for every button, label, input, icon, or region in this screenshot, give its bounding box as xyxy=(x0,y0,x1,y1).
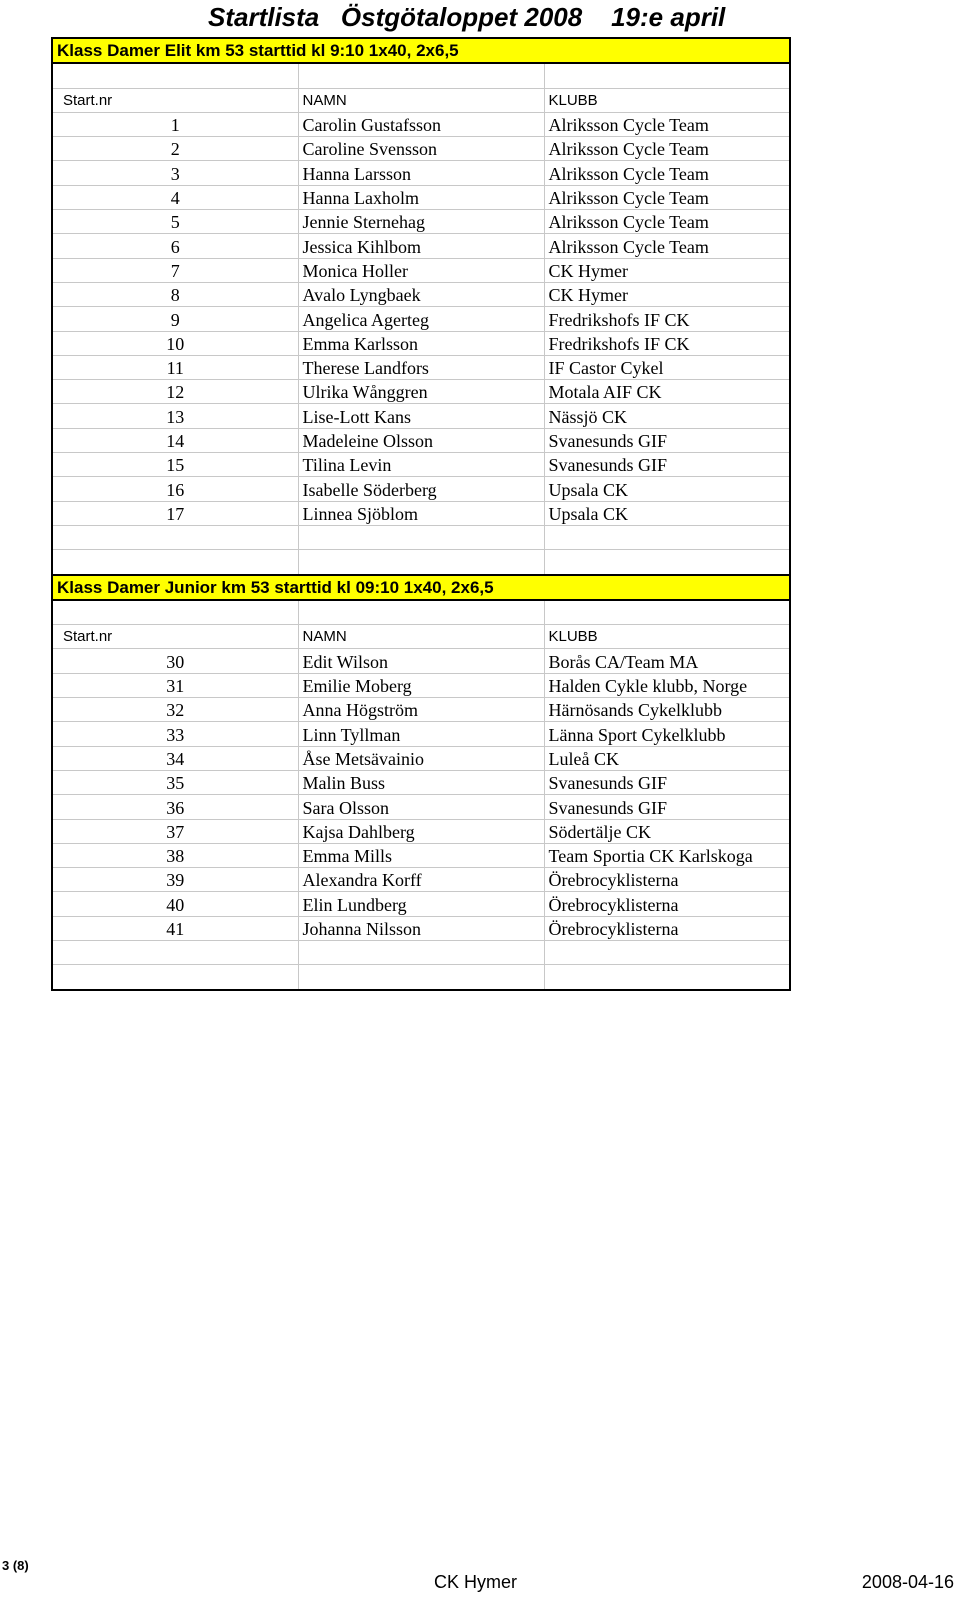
footer-page-number: 3 (8) xyxy=(2,1558,29,1573)
rider-name: Emma Karlsson xyxy=(298,331,544,355)
club-name: CK Hymer xyxy=(544,282,790,306)
club-name: Upsala CK xyxy=(544,501,790,525)
start-number: 38 xyxy=(52,843,298,867)
start-number: 2 xyxy=(52,137,298,161)
club-name: Svanesunds GIF xyxy=(544,453,790,477)
empty-cell xyxy=(298,965,544,990)
rider-name: Emilie Moberg xyxy=(298,673,544,697)
empty-cell xyxy=(544,63,790,88)
rider-name: Åse Metsävainio xyxy=(298,746,544,770)
rider-name: Malin Buss xyxy=(298,770,544,794)
empty-cell xyxy=(298,600,544,625)
club-name: Örebrocyklisterna xyxy=(544,892,790,916)
club-name: Alriksson Cycle Team xyxy=(544,137,790,161)
empty-row xyxy=(52,550,790,575)
class-heading: Klass Damer Junior km 53 starttid kl 09:10 1x40, 2x6,5 xyxy=(52,575,790,600)
start-number: 5 xyxy=(52,210,298,234)
rider-name: Madeleine Olsson xyxy=(298,428,544,452)
start-number: 17 xyxy=(52,501,298,525)
empty-cell xyxy=(298,940,544,964)
start-number: 16 xyxy=(52,477,298,501)
rider-name: Hanna Larsson xyxy=(298,161,544,185)
table-row xyxy=(52,161,790,185)
column-header-start-nr: Start.nr xyxy=(52,88,298,112)
table-row xyxy=(52,649,790,673)
empty-cell xyxy=(52,940,298,964)
club-name: Fredrikshofs IF CK xyxy=(544,331,790,355)
rider-name: Avalo Lyngbaek xyxy=(298,282,544,306)
column-header-club: KLUBB xyxy=(544,625,790,649)
table-row xyxy=(52,698,790,722)
table-row xyxy=(52,428,790,452)
empty-row xyxy=(52,965,790,990)
club-name: Örebrocyklisterna xyxy=(544,868,790,892)
rider-name: Caroline Svensson xyxy=(298,137,544,161)
table-row xyxy=(52,916,790,940)
start-number: 41 xyxy=(52,916,298,940)
rider-name: Monica Holler xyxy=(298,258,544,282)
rider-name: Kajsa Dahlberg xyxy=(298,819,544,843)
table-row xyxy=(52,795,790,819)
table-row xyxy=(52,137,790,161)
empty-cell xyxy=(544,940,790,964)
start-number: 35 xyxy=(52,770,298,794)
footer-date: 2008-04-16 xyxy=(861,1572,954,1592)
rider-name: Johanna Nilsson xyxy=(298,916,544,940)
rider-name: Lise-Lott Kans xyxy=(298,404,544,428)
table-row xyxy=(52,185,790,209)
start-number: 9 xyxy=(52,307,298,331)
table-row xyxy=(52,819,790,843)
column-header-row xyxy=(52,88,790,112)
start-number: 7 xyxy=(52,258,298,282)
start-number: 32 xyxy=(52,698,298,722)
rider-name: Sara Olsson xyxy=(298,795,544,819)
table-row xyxy=(52,501,790,525)
empty-cell xyxy=(52,525,298,549)
club-name: Upsala CK xyxy=(544,477,790,501)
start-number: 14 xyxy=(52,428,298,452)
start-number: 36 xyxy=(52,795,298,819)
empty-row xyxy=(52,525,790,549)
club-name: Alriksson Cycle Team xyxy=(544,234,790,258)
table-row xyxy=(52,282,790,306)
class-heading-row xyxy=(52,38,790,63)
table-row xyxy=(52,868,790,892)
club-name: Svanesunds GIF xyxy=(544,428,790,452)
start-number: 30 xyxy=(52,649,298,673)
class-heading-row xyxy=(52,575,790,600)
club-name: Halden Cykle klubb, Norge xyxy=(544,673,790,697)
club-name: Alriksson Cycle Team xyxy=(544,210,790,234)
empty-cell xyxy=(298,550,544,575)
start-list-table xyxy=(51,37,791,991)
start-number: 3 xyxy=(52,161,298,185)
club-name: Svanesunds GIF xyxy=(544,770,790,794)
club-name: Alriksson Cycle Team xyxy=(544,112,790,136)
rider-name: Emma Mills xyxy=(298,843,544,867)
table-row xyxy=(52,722,790,746)
empty-row xyxy=(52,600,790,625)
table-row xyxy=(52,673,790,697)
rider-name: Hanna Laxholm xyxy=(298,185,544,209)
table-row xyxy=(52,355,790,379)
table-row xyxy=(52,477,790,501)
table-row xyxy=(52,331,790,355)
table-row xyxy=(52,770,790,794)
start-number: 39 xyxy=(52,868,298,892)
club-name: Luleå CK xyxy=(544,746,790,770)
column-header-start-nr: Start.nr xyxy=(52,625,298,649)
start-number: 13 xyxy=(52,404,298,428)
column-header-row xyxy=(52,625,790,649)
table-row xyxy=(52,404,790,428)
club-name: Örebrocyklisterna xyxy=(544,916,790,940)
empty-cell xyxy=(52,965,298,990)
start-number: 11 xyxy=(52,355,298,379)
club-name: Länna Sport Cykelklubb xyxy=(544,722,790,746)
empty-cell xyxy=(298,63,544,88)
table-row xyxy=(52,380,790,404)
class-heading: Klass Damer Elit km 53 starttid kl 9:10 1x40, 2x6,5 xyxy=(52,38,790,63)
table-row xyxy=(52,210,790,234)
rider-name: Isabelle Söderberg xyxy=(298,477,544,501)
rider-name: Jessica Kihlbom xyxy=(298,234,544,258)
rider-name: Alexandra Korff xyxy=(298,868,544,892)
club-name: Svanesunds GIF xyxy=(544,795,790,819)
rider-name: Linnea Sjöblom xyxy=(298,501,544,525)
table-row xyxy=(52,234,790,258)
club-name: Alriksson Cycle Team xyxy=(544,185,790,209)
empty-row xyxy=(52,63,790,88)
club-name: Borås CA/Team MA xyxy=(544,649,790,673)
club-name: Fredrikshofs IF CK xyxy=(544,307,790,331)
start-number: 6 xyxy=(52,234,298,258)
start-number: 34 xyxy=(52,746,298,770)
table-row xyxy=(52,892,790,916)
start-number: 10 xyxy=(52,331,298,355)
start-number: 12 xyxy=(52,380,298,404)
rider-name: Anna Högström xyxy=(298,698,544,722)
column-header-club: KLUBB xyxy=(544,88,790,112)
club-name: Södertälje CK xyxy=(544,819,790,843)
club-name: Härnösands Cykelklubb xyxy=(544,698,790,722)
start-number: 37 xyxy=(52,819,298,843)
empty-cell xyxy=(544,550,790,575)
empty-row xyxy=(52,940,790,964)
table-row xyxy=(52,453,790,477)
start-number: 33 xyxy=(52,722,298,746)
start-number: 1 xyxy=(52,112,298,136)
table-row xyxy=(52,112,790,136)
rider-name: Angelica Agerteg xyxy=(298,307,544,331)
empty-cell xyxy=(544,965,790,990)
rider-name: Linn Tyllman xyxy=(298,722,544,746)
empty-cell xyxy=(298,525,544,549)
start-number: 40 xyxy=(52,892,298,916)
rider-name: Carolin Gustafsson xyxy=(298,112,544,136)
rider-name: Ulrika Wånggren xyxy=(298,380,544,404)
table-row xyxy=(52,843,790,867)
rider-name: Edit Wilson xyxy=(298,649,544,673)
club-name: Alriksson Cycle Team xyxy=(544,161,790,185)
table-row xyxy=(52,258,790,282)
empty-cell xyxy=(544,525,790,549)
empty-cell xyxy=(52,550,298,575)
table-row xyxy=(52,746,790,770)
start-number: 8 xyxy=(52,282,298,306)
rider-name: Jennie Sternehag xyxy=(298,210,544,234)
rider-name: Therese Landfors xyxy=(298,355,544,379)
empty-cell xyxy=(52,600,298,625)
table-row xyxy=(52,307,790,331)
club-name: Nässjö CK xyxy=(544,404,790,428)
start-number: 4 xyxy=(52,185,298,209)
club-name: Motala AIF CK xyxy=(544,380,790,404)
column-header-name: NAMN xyxy=(298,625,544,649)
empty-cell xyxy=(52,63,298,88)
start-number: 31 xyxy=(52,673,298,697)
rider-name: Tilina Levin xyxy=(298,453,544,477)
club-name: Team Sportia CK Karlskoga xyxy=(544,843,790,867)
column-header-name: NAMN xyxy=(298,88,544,112)
empty-cell xyxy=(544,600,790,625)
footer-organizer: CK Hymer xyxy=(434,1572,518,1592)
club-name: CK Hymer xyxy=(544,258,790,282)
start-number: 15 xyxy=(52,453,298,477)
club-name: IF Castor Cykel xyxy=(544,355,790,379)
rider-name: Elin Lundberg xyxy=(298,892,544,916)
page-title: Startlista Östgötaloppet 2008 19:e april xyxy=(208,2,726,32)
